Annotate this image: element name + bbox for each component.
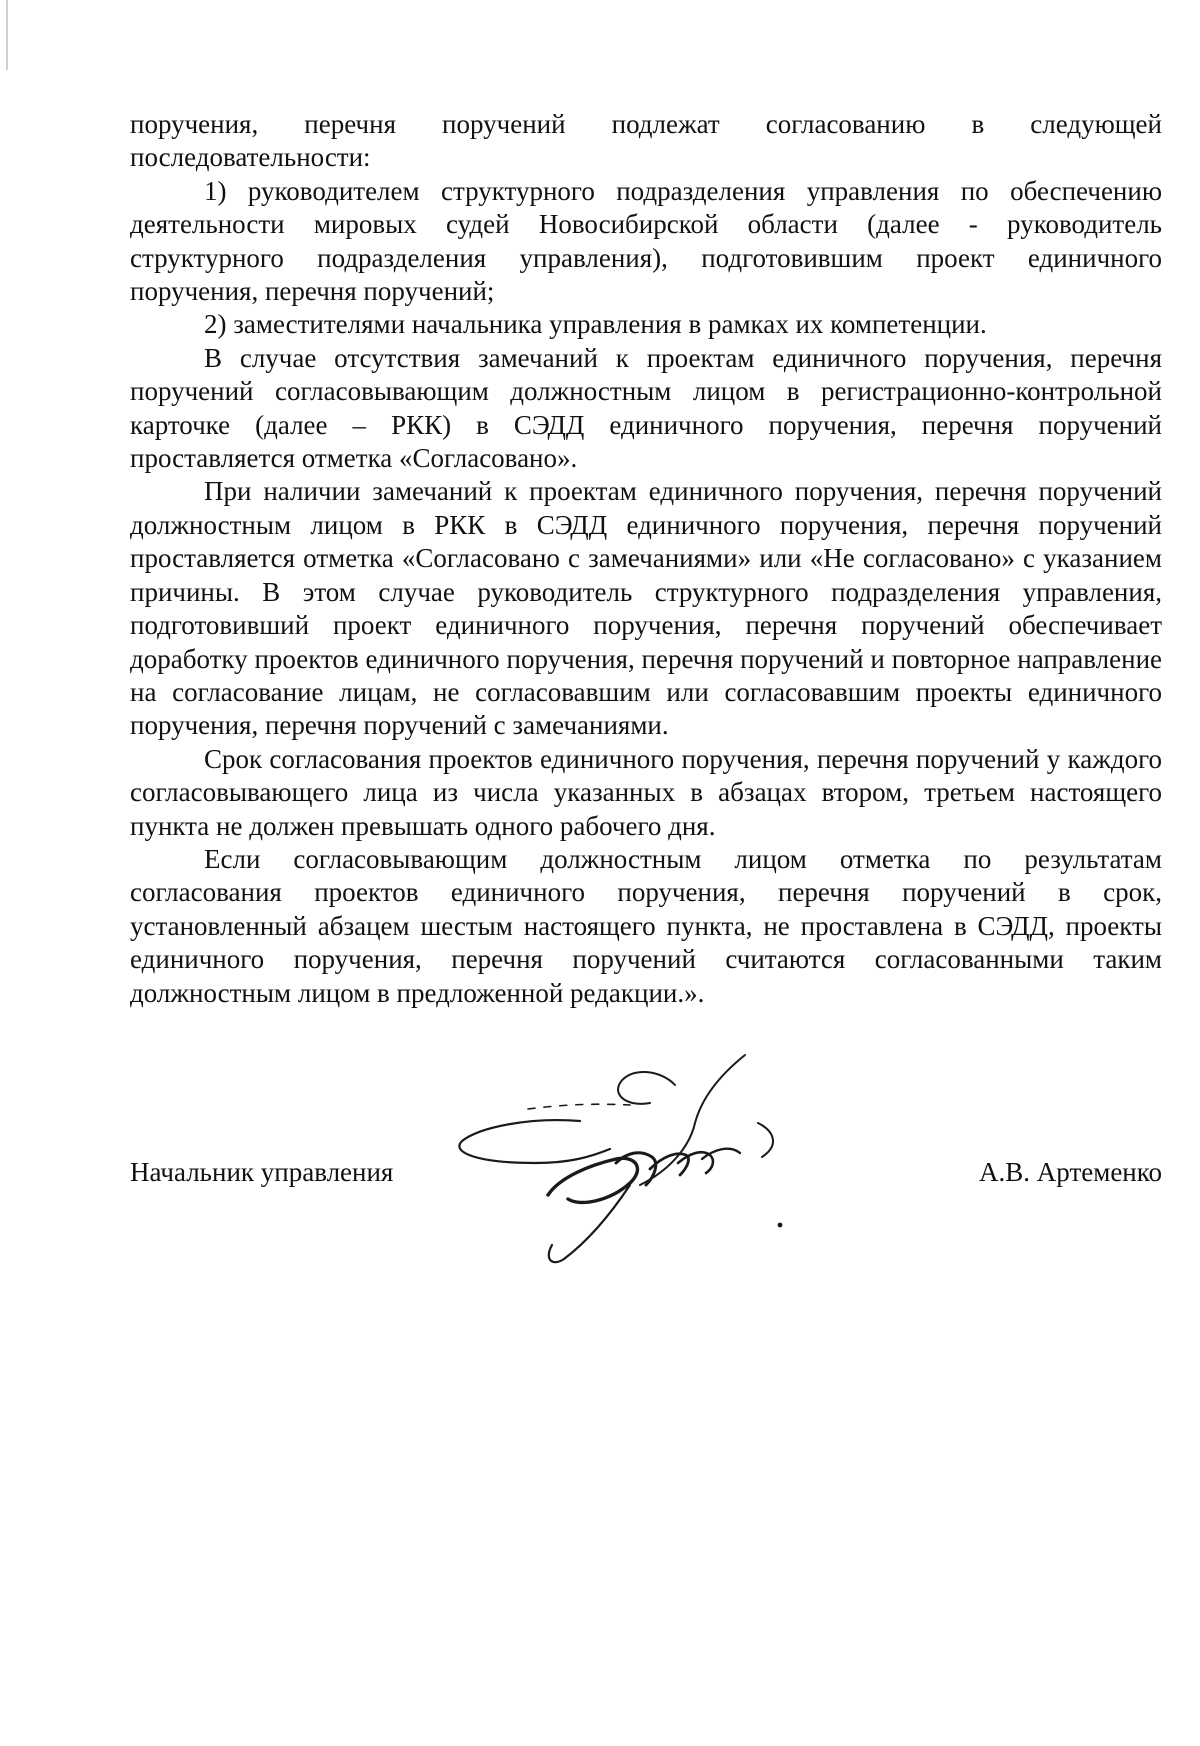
paragraph-1: поручения, перечня поручений подлежат согласованию в следующей последовательности: [130,109,1162,173]
signer-name: А.В. Артеменко [979,1157,1162,1187]
document-body [130,108,1162,1010]
paragraph-3: 2) заместителями начальника управления в рамках их компетенции. [204,309,987,340]
paragraph-7: Если согласовывающим должностным лицом отметка по результатам согласования проектов единичного поручения, перечня поручений в срок, установленный абзацем шестым настоящего пункта, не проставлена в СЭДД, проекты единичного поручения, перечня поручений считаются согласованными таким должностным лицом в предложенной редакции.». [130,843,1162,1008]
paragraph-2: 1) руководителем структурного подразделения управления по обеспечению деятельности мировых судей Новосибирской области (далее - руководитель структурного подразделения управления), подготовившим проект единичного поручения, перечня поручений; [130,175,1162,307]
handwritten-signature-icon [440,1045,820,1275]
paragraph-5: При наличии замечаний к проектам единичного поручения, перечня поручений должностным лицом в РКК в СЭДД единичного поручения, перечня поручений проставляется отметка «Согласовано с замечаниями» или «Не согласовано» с указанием причины. В этом случае руководитель структурного подразделения управления, подготовивший проект единичного поручения, перечня поручений обеспечивает доработку проектов единичного поручения, перечня поручений и повторное направление на согласование лицам, не согласовавшим или согласовавшим проекты единичного поручения, перечня поручений с замечаниями. [130,476,1162,741]
paragraph-6: Срок согласования проектов единичного поручения, перечня поручений у каждого согласовывающего лица из числа указанных в абзацах втором, третьем настоящего пункта не должен превышать одного рабочего дня. [130,743,1162,841]
position-title: Начальник управления [130,1157,394,1187]
paragraph-4: В случае отсутствия замечаний к проектам единичного поручения, перечня поручений согласовывающим должностным лицом в регистрационно-контрольной карточке (далее – РКК) в СЭДД единичного поручения, перечня поручений проставляется отметка «Согласовано». [130,342,1162,474]
scan-page-edge [6,0,8,70]
